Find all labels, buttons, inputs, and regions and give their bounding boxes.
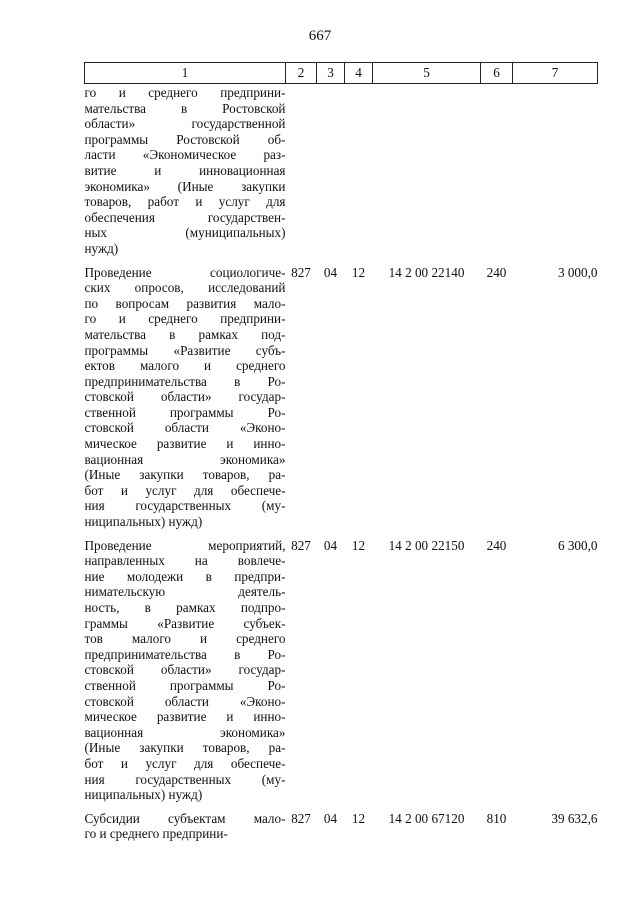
row-name-line: ственной программы Ро- bbox=[84, 677, 286, 693]
row-amount: 3 000,0 bbox=[557, 264, 598, 280]
row-expense-type-code bbox=[481, 84, 513, 257]
row-name-line: нужд) bbox=[84, 240, 119, 256]
row-subsection-code: 12 bbox=[351, 537, 366, 553]
row-amount: 6 300,0 bbox=[557, 537, 598, 553]
row-name-line: вационная экономика» bbox=[84, 451, 286, 467]
row-name-line: стовской области» государ- bbox=[84, 662, 286, 678]
page-number: 667 bbox=[308, 28, 332, 44]
row-name-line: ния государственных (му- bbox=[84, 498, 286, 514]
row-section-code: 04 bbox=[323, 810, 338, 826]
row-subsection-code: 12 bbox=[351, 810, 366, 826]
table-body bbox=[85, 84, 598, 842]
row-expense-type-code: 810 bbox=[486, 810, 507, 826]
row-ministry-code bbox=[286, 84, 317, 257]
row-target-article-code: 14 2 00 22150 bbox=[388, 537, 465, 553]
row-name-line: бот и услуг для обеспече- bbox=[84, 755, 286, 771]
budget-table bbox=[84, 62, 598, 842]
row-name-line: граммы «Развитие субъек- bbox=[84, 615, 286, 631]
row-expense-type-code: 240 bbox=[486, 264, 507, 280]
row-name-line: предпринимательства в Ро- bbox=[84, 646, 286, 662]
header-row bbox=[85, 63, 598, 84]
row-name bbox=[85, 803, 286, 842]
row-name-line: мательства в рамках под- bbox=[84, 326, 286, 342]
row-name-line: бот и услуг для обеспече- bbox=[84, 482, 286, 498]
row-ministry-code: 827 bbox=[291, 810, 311, 826]
row-name-line: программы «Развитие субъ- bbox=[84, 342, 286, 358]
row-name bbox=[85, 84, 286, 257]
table-row bbox=[85, 530, 598, 803]
row-name-line: ных (муниципальных) bbox=[84, 225, 286, 241]
row-name-line: ниципальных) нужд) bbox=[84, 787, 203, 803]
header-col-3: 3 bbox=[317, 63, 345, 84]
row-name-line: ние молодежи в предпри- bbox=[84, 568, 286, 584]
row-name-line: мательства в Ростовской bbox=[84, 100, 286, 116]
row-name-line: го и среднего предприни- bbox=[84, 85, 286, 100]
row-name-line: по вопросам развития мало- bbox=[84, 295, 286, 311]
row-expense-type-code: 240 bbox=[486, 537, 507, 553]
row-name-line: экономика» (Иные закупки bbox=[84, 178, 286, 194]
row-name-line: ектов малого и среднего bbox=[84, 358, 286, 374]
row-name-line: вационная экономика» bbox=[84, 724, 286, 740]
header-col-1: 1 bbox=[85, 63, 286, 84]
row-name-line: Проведение мероприятий, bbox=[84, 537, 286, 553]
row-name-line: обеспечения государствен- bbox=[84, 209, 286, 225]
row-section-code: 04 bbox=[323, 537, 338, 553]
row-target-article-code bbox=[373, 84, 481, 257]
row-name-line: ласти «Экономическое раз- bbox=[84, 147, 286, 163]
row-name-line: (Иные закупки товаров, ра- bbox=[84, 467, 286, 483]
row-subsection-code bbox=[345, 84, 373, 257]
row-name-line: стовской области» государ- bbox=[84, 389, 286, 405]
header-col-5: 5 bbox=[373, 63, 481, 84]
row-target-article-code: 14 2 00 67120 bbox=[388, 810, 465, 826]
row-section-code: 04 bbox=[323, 264, 338, 280]
row-name-line: ских опросов, исследований bbox=[84, 280, 286, 296]
row-amount bbox=[513, 84, 598, 257]
row-name-line: витие и инновационная bbox=[84, 162, 286, 178]
row-section-code bbox=[317, 84, 345, 257]
row-name bbox=[85, 530, 286, 803]
row-name-line: стовской области «Эконо- bbox=[84, 420, 286, 436]
row-name-line: ниципальных) нужд) bbox=[84, 514, 203, 530]
header-col-7: 7 bbox=[513, 63, 598, 84]
row-ministry-code: 827 bbox=[291, 264, 311, 280]
row-name-line: го и среднего предприни- bbox=[84, 311, 286, 327]
row-name-line: стовской области «Эконо- bbox=[84, 693, 286, 709]
row-name-line: Проведение социологиче- bbox=[84, 264, 286, 280]
row-name bbox=[85, 257, 286, 530]
header-col-2: 2 bbox=[286, 63, 317, 84]
row-name-line: программы Ростовской об- bbox=[84, 131, 286, 147]
row-name-line: го и среднего предприни- bbox=[84, 826, 228, 842]
row-name-line: Субсидии субъектам мало- bbox=[84, 810, 286, 826]
row-name-line: нимательскую деятель- bbox=[84, 584, 286, 600]
row-name-line: товаров, работ и услуг для bbox=[84, 194, 286, 210]
header-col-6: 6 bbox=[481, 63, 513, 84]
row-name-line: ность, в рамках подпро- bbox=[84, 600, 286, 615]
table-row bbox=[85, 84, 598, 257]
row-amount: 39 632,6 bbox=[551, 810, 598, 826]
row-name-line: мическое развитие и инно- bbox=[84, 709, 286, 725]
table-row bbox=[85, 803, 598, 842]
row-name-line: предпринимательства в Ро- bbox=[84, 373, 286, 389]
table-row bbox=[85, 257, 598, 530]
row-name-line: области» государственной bbox=[84, 116, 286, 132]
row-name-line: ственной программы Ро- bbox=[84, 404, 286, 420]
header-col-4: 4 bbox=[345, 63, 373, 84]
row-name-line: направленных на вовлече- bbox=[84, 553, 286, 569]
row-name-line: (Иные закупки товаров, ра- bbox=[84, 740, 286, 756]
row-name-line: тов малого и среднего bbox=[84, 631, 286, 647]
row-subsection-code: 12 bbox=[351, 264, 366, 280]
row-name-line: ния государственных (му- bbox=[84, 771, 286, 787]
row-name-line: мическое развитие и инно- bbox=[84, 436, 286, 452]
row-ministry-code: 827 bbox=[291, 537, 311, 553]
row-target-article-code: 14 2 00 22140 bbox=[388, 264, 465, 280]
